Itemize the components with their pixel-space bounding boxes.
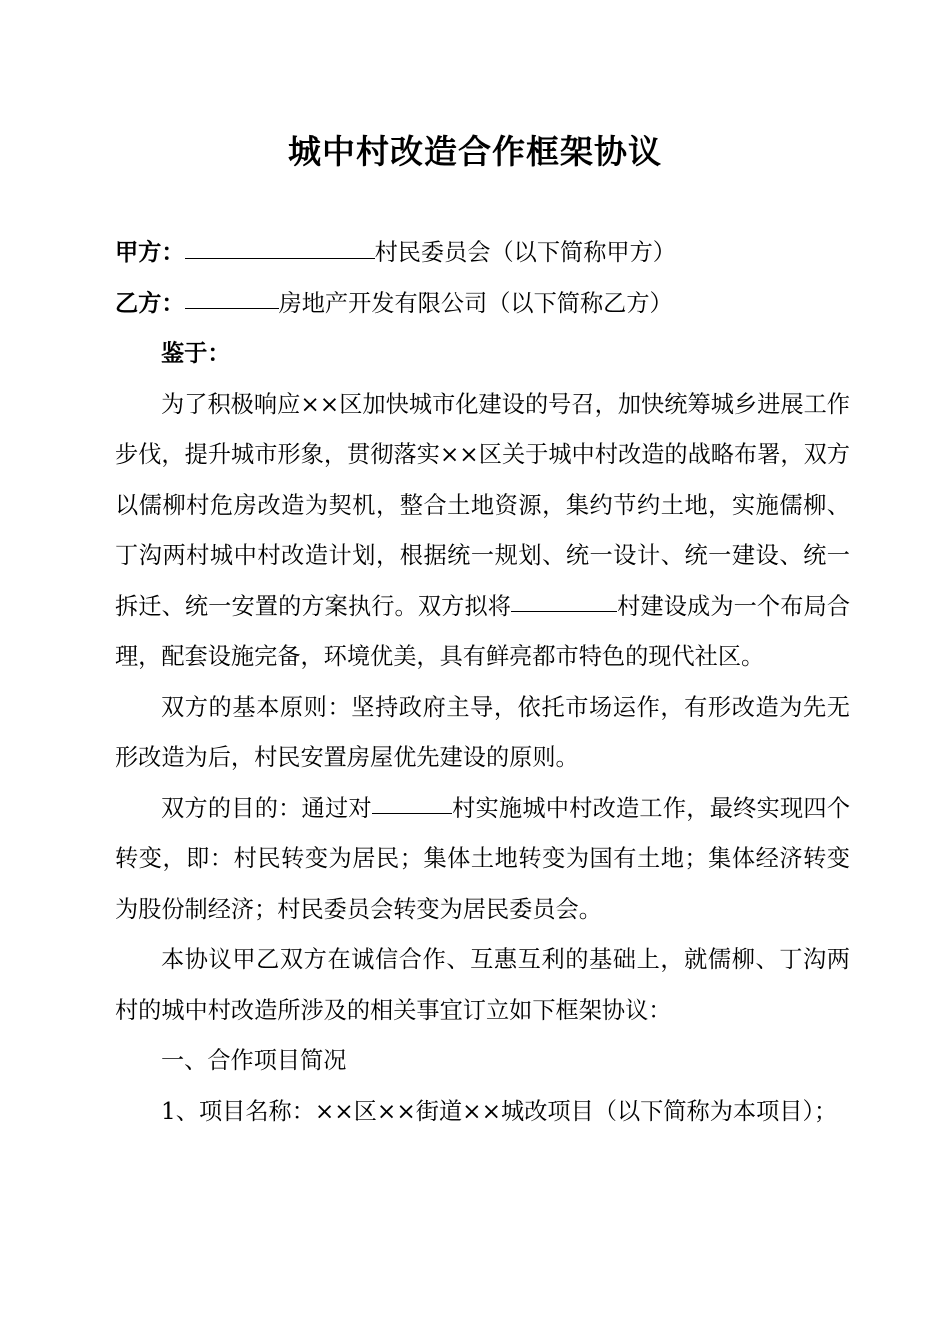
village-blank-2 [372,789,452,814]
paragraph-1-part-a: 为了积极响应××区加快城市化建设的号召，加快统筹城乡进展工作步伐，提升城市形象，贯彻落实××区关于城中村改造的战略布署，双方以儒柳村危房改造为契机，整合土地资源，集约节约土地，实施儒柳、丁沟两村城中村改造计划，根据统一规划、统一设计、统一建设、统一拆迁、统一安置的方案执行。双方拟将 [115,390,850,620]
paragraph-3-part-a: 双方的目的：通过对 [161,794,372,822]
paragraph-3-part-b: 村实施城中村改造工作，最终实现四个转变，即：村民转变为居民；集体土地转变为国有土地；集体经济转变为股份制经济；村民委员会转变为居民委员会。 [115,794,851,923]
party-a-line [115,228,850,279]
paragraph-2: 双方的基本原则：坚持政府主导，依托市场运作，有形改造为先无形改造为后，村民安置房屋优先建设的原则。 [115,693,850,771]
paragraph-1 [115,380,850,683]
party-a-label: 甲方： [115,239,185,266]
whereas-heading [115,329,850,380]
paragraph-3 [115,784,850,936]
whereas-label: 鉴于： [161,340,231,367]
section-1-heading: 一、合作项目简况 [161,1047,347,1074]
village-blank-1 [511,587,617,612]
document-title: 城中村改造合作框架协议 [288,132,662,171]
party-b-line [115,279,850,330]
party-b-blank [185,284,279,309]
paragraph-4: 本协议甲乙双方在诚信合作、互惠互利的基础上，就儒柳、丁沟两村的城中村改造所涉及的相关事宜订立如下框架协议： [115,946,850,1024]
party-b-label: 乙方： [115,289,185,317]
party-a-text: 村民委员会（以下简称甲方） [374,239,676,266]
document-body [115,228,850,1137]
paragraph-1-part-b: 村建设成为一个布局合理，配套设施完备，环境优美，具有鲜亮都市特色的现代社区。 [115,592,851,670]
item-1: 1、项目名称：××区××街道××城改项目（以下简称为本项目）； [161,1097,838,1125]
party-a-blank [185,233,375,258]
party-b-text: 房地产开发有限公司（以下简称乙方） [278,289,673,317]
